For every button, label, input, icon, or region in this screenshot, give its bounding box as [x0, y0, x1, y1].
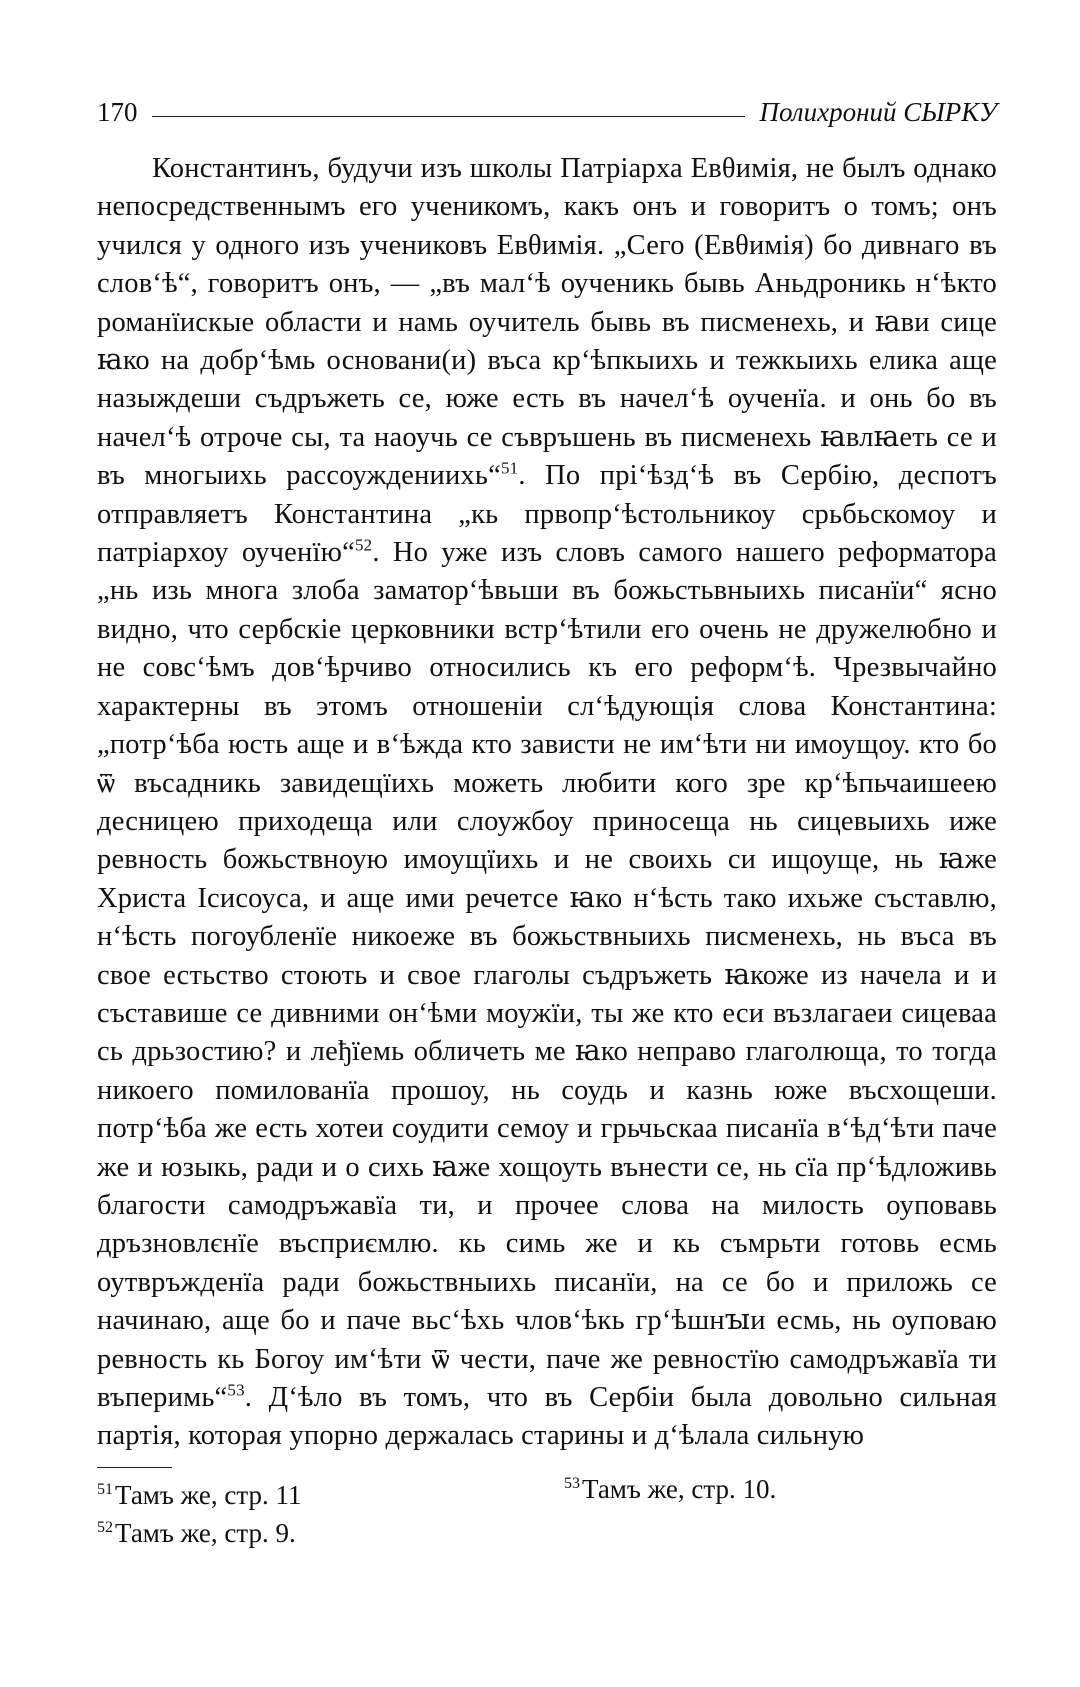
running-header [97, 92, 997, 132]
footnote-ref-52[interactable]: 52 [354, 535, 373, 555]
main-paragraph [97, 150, 997, 1456]
paragraph-text-3: . Но уже изъ словъ самого нашего реформатора „нь изь многа злоба заматор‘ѣвьши въ божьстьвныихь писанїи“ ясно видно, что сербскіе церковники встр‘ѣтили его очень не дружелюбно и не совс‘ѣмъ дов‘ѣрчиво относились къ его реформ‘ѣ. Чрезвычайно характерны въ этомъ отношеніи сл‘ѣдующія слова Константина: „потр‘ѣба юсть аще и в‘ѣжда кто зависти не им‘ѣти ни имоущоу. кто бо ѿ въсадникь завидещїихь можеть любити кого зре кр‘ѣпьчаишеею десницею приходеща или слоужбоу приносеща нь сицевыихь иже ревность божьствноую имоущїихь и не своихь си ищоуще, нь ꙗже Христа Ісисоуса, и аще ими речетсе ꙗко н‘ѣсть тако ихьже съставлю, н‘ѣсть погоубленїе никоеже въ божьствныихь писменехь, нь въса въ свое естьство стоють и свое глаголы съдръжеть ꙗкоже из начела и и съставише се дивними он‘ѣми моужїи, ты же кто еси възлагаеи сицеваа сь дрьзостию? и леђїемь обличеть ме ꙗко неправо глаголюща, то тогда никоего помилованїа прошоу, нь соудь и казнь юже въсхощеши. потр‘ѣба же есть хотеи соудити семоу и грьчьскаа писанїа в‘ѣд‘ѣти паче же и юзыкь, ради и о сихь ꙗже хощоуть вънести се, нь сїа пр‘ѣдложивь благости самодръжавїа ти, и прочее слова на милость оуповавь дръзновлєнїе въсприємлю. кь симь же и кь съмрьти готовь есмь оутвръжденїа ради божьствныихь писанїи, на се бо и приложь се начинаю, аще бо и паче вьс‘ѣхь члов‘ѣкь гр‘ѣшнꙑи есмь, нь оуповаю ревность кь Богоу им‘ѣти ѿ чести, паче же ревностїю самодръжавїа ти въперимь“ [97, 537, 997, 1413]
header-rule [152, 116, 746, 117]
footnote-ref-51[interactable]: 51 [500, 458, 519, 478]
footnote-text: Тамъ же, стр. 9. [115, 1518, 296, 1548]
footnote-ref-53[interactable]: 53 [227, 1380, 245, 1400]
paragraph-text-4: . Д‘ѣло въ томъ, что въ Сербіи была довольно сильная партія, которая упорно держалась старины и д‘ѣлала сильную [97, 1382, 997, 1452]
page-number: 170 [97, 96, 138, 127]
footnote-51 [97, 1476, 302, 1514]
footnote-separator [97, 1467, 172, 1468]
body-text [97, 150, 997, 1456]
footnote-text: Тамъ же, стр. 10. [582, 1474, 777, 1504]
footnote-52 [97, 1514, 296, 1552]
footnote-text: Тамъ же, стр. 11 [115, 1480, 302, 1510]
footnote-number: 53 [564, 1475, 580, 1492]
running-title: Полихроний СЫРКУ [759, 96, 997, 127]
footnote-number: 52 [97, 1519, 113, 1536]
footnote-53 [564, 1470, 776, 1508]
paragraph-text-1: Константинъ, будучи изъ школы Патріарха Евθимія, не былъ однако непосредственнымъ его ученикомъ, какъ онъ и говоритъ о томъ; онъ учился у одного изъ учениковъ Евθимія. „Сего (Евθимія) бо дивнаго въ слов‘ѣ“, говоритъ онъ, — „въ мал‘ѣ оученикь бывь Аньдроникь н‘ѣкто романїискые области и намь оучитель бывь въ писменехь, и ꙗви сице ꙗко на добр‘ѣмь основани(и) въса кр‘ѣпкыихь и тежкыихь елика аще назыждеши съдръжеть се, юже есть въ начел‘ѣ оученїа. и онь бо въ начел‘ѣ отроче сы, та наоучь се съвръшень въ писменехь ꙗвлꙗеть се и въ многыихь рассоуждениихь“ [97, 153, 997, 492]
footnote-number: 51 [97, 1481, 113, 1498]
paragraph-text-2: . По прі‘ѣзд‘ѣ въ Сербію, деспотъ отправляетъ Константина „кь првопр‘ѣстольникоу срьбьскомоу и патріархоу оученїю“ [97, 460, 997, 569]
